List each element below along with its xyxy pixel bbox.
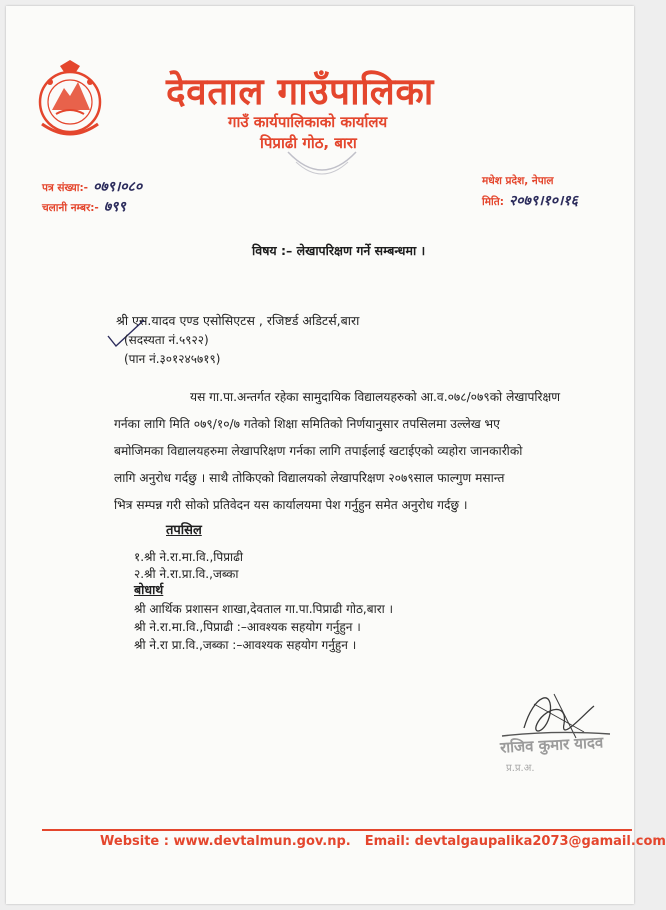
body-line: लागि अनुरोध गर्दछु । साथै तोकिएको विद्यालयको लेखापरिक्षण २०७९साल फाल्गुण मसान्त [114, 471, 505, 485]
footer-email: Email: devtalgaupalika2073@gamail.com [364, 834, 666, 849]
tapsil-item: १.श्री ने.रा.मा.वि.,पिप्राढी [134, 550, 244, 564]
bodharth-item: श्री ने.रा.मा.वि.,पिप्राढी :–आवश्यक सहयोग गर्नुहुन । [134, 620, 361, 634]
patra-sankhya: पत्र संख्या:- ०७९।०८० [42, 179, 143, 195]
recipient-membership: (सदस्यता नं.५९२२) [124, 333, 209, 347]
body-line: भित्र सम्पन्न गरी सोको प्रतिवेदन यस कार्यालयमा पेश गर्नुहुन समेत अनुरोध गर्दछु । [114, 498, 468, 512]
recipient-pan: (पान नं.३०१२४५७१९) [124, 352, 221, 366]
footer-website: Website : www.devtalmun.gov.np. [100, 834, 351, 849]
faint-stamp-icon [282, 142, 362, 192]
body-line: बमोजिमका विद्यालयहरुमा लेखापरिक्षण गर्नका लागि तपाईलाई खटाईएको व्यहोरा जानकारीको [114, 444, 523, 458]
recipient-name: श्री एस.यादव एण्ड एसोसिएटस , रजिष्टर्ड अडिटर्स,बारा [116, 313, 360, 328]
chalani-number: चलानी नम्बर:- ७९९ [42, 199, 126, 215]
letter-page [6, 6, 666, 904]
office-title: देवताल गाउँपालिका [166, 70, 434, 113]
signatory-designation: प्र.प्र.अ. [506, 763, 535, 774]
subject-line: विषय :– लेखापरिक्षण गर्ने सम्बन्धमा । [252, 243, 426, 258]
office-subtitle: गाउँ कार्यपालिकाको कार्यालय [228, 113, 388, 131]
chalani-number-value: ७९९ [103, 199, 126, 215]
footer-divider [42, 829, 632, 831]
date-value: २०७९।१०।१६ [509, 193, 578, 209]
footer-contact [100, 834, 666, 849]
body-line: गर्नका लागि मिति ०७९/१०/७ गतेको शिक्षा समितिको निर्णयानुसार तपसिलमा उल्लेख भए [114, 417, 500, 431]
tapsil-heading: तपसिल [166, 523, 202, 538]
tapsil-item: २.श्री ने.रा.प्रा.वि.,जब्का [134, 567, 239, 581]
bodharth-heading: बोधार्थ [134, 582, 164, 597]
patra-sankhya-value: ०७९।०८० [93, 179, 143, 195]
body-line: यस गा.पा.अन्तर्गत रहेका सामुदायिक विद्यालयहरुको आ.व.०७८/०७९को लेखापरिक्षण [190, 390, 561, 404]
date: मिति: २०७९।१०।१६ [482, 193, 578, 209]
province-label: मधेश प्रदेश, नेपाल [482, 175, 554, 187]
signatory-name: राजिव कुमार यादव [499, 733, 604, 757]
office-address: पिप्राढी गोठ, बारा [260, 134, 357, 152]
body-paragraph [114, 384, 561, 519]
bodharth-item: श्री ने.रा प्रा.वि.,जब्का :–आवश्यक सहयोग गर्नुहुन । [134, 638, 357, 652]
bodharth-item: श्री आर्थिक प्रशासन शाखा,देवताल गा.पा.पिप्राढी गोठ,बारा । [134, 602, 394, 616]
nepal-emblem-icon [36, 58, 104, 144]
